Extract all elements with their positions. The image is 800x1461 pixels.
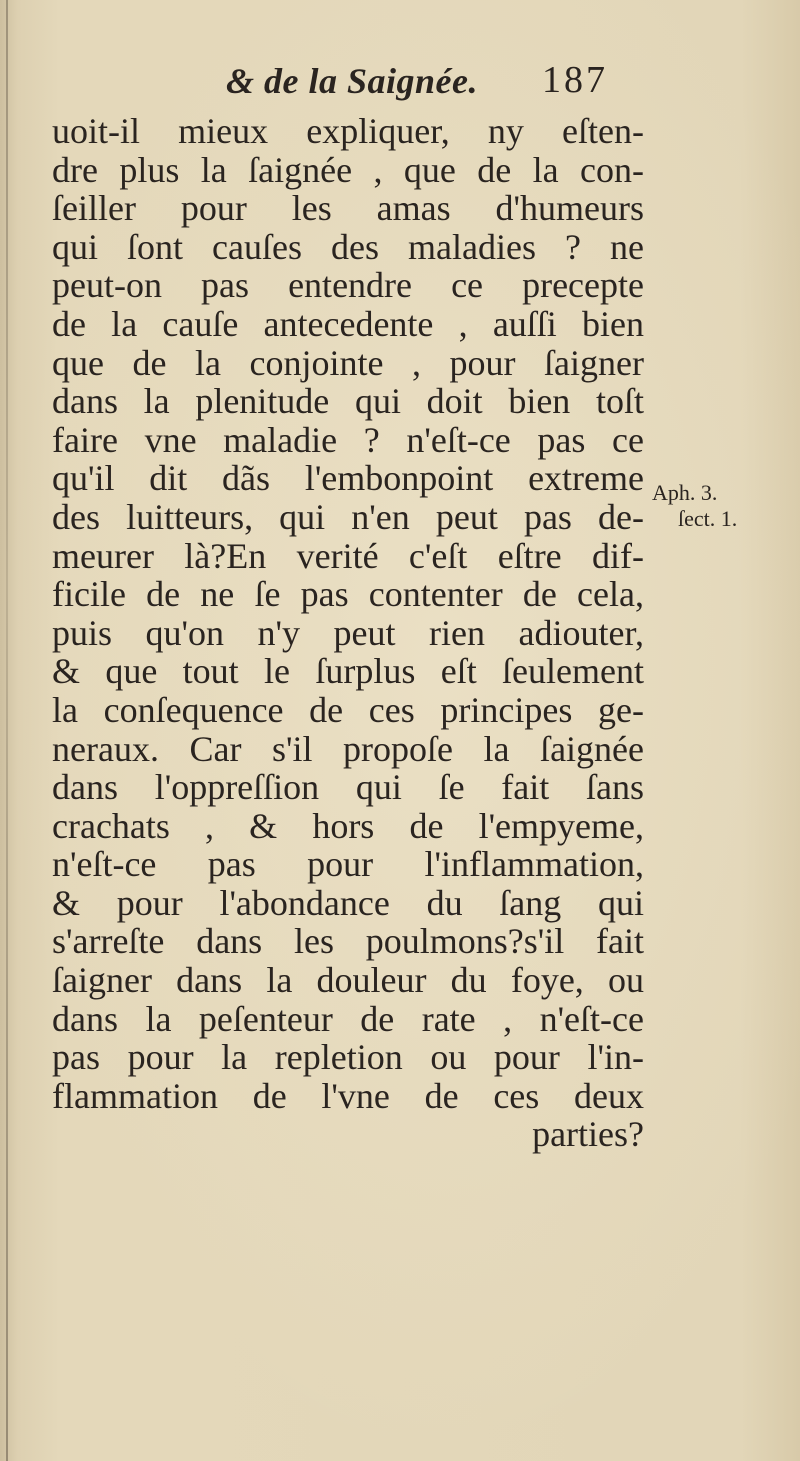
text-line: ſeiller pour les amas d'humeurs bbox=[52, 188, 644, 229]
text-line: meurer là?En verité c'eſt eſtre dif- bbox=[52, 535, 644, 576]
text-line: n'eſt-ce pas pour l'inflammation, bbox=[52, 844, 644, 885]
text-line: dans l'oppreſſion qui ſe fait ſans bbox=[52, 767, 644, 808]
text-line: ſaigner dans la douleur du foye, ou bbox=[52, 960, 644, 1001]
text-line: faire vne maladie ? n'eſt-ce pas ce bbox=[52, 419, 644, 460]
text-line: uoit-il mieux expliquer, ny eſten- bbox=[52, 111, 644, 151]
margin-note-line: ſect. 1. bbox=[678, 506, 738, 531]
running-title: & de la Saignée. bbox=[226, 61, 478, 101]
text-line: s'arreſte dans les poulmons?s'il fait bbox=[52, 921, 644, 962]
text-line: la conſequence de ces principes ge- bbox=[52, 689, 644, 730]
text-line: qui ſont cauſes des maladies ? ne bbox=[52, 226, 644, 267]
text-line: flammation de l'vne de ces deux bbox=[52, 1075, 644, 1116]
page-number: 187 bbox=[542, 59, 608, 101]
text-line: & pour l'abondance du ſang qui bbox=[52, 882, 644, 923]
text-line-catchword: parties? bbox=[532, 1114, 644, 1155]
body-text bbox=[52, 112, 644, 1154]
text-line: dre plus la ſaignée , que de la con- bbox=[52, 149, 644, 190]
text-line: dans la plenitude qui doit bien toſt bbox=[52, 381, 644, 422]
page-header bbox=[0, 54, 800, 104]
binding-gutter bbox=[6, 0, 8, 1461]
text-line: de la cauſe antecedente , auſſi bien bbox=[52, 303, 644, 344]
text-line: puis qu'on n'y peut rien adiouter, bbox=[52, 612, 644, 653]
text-line: des luitteurs, qui n'en peut pas de- bbox=[52, 496, 644, 537]
margin-note-line: Aph. 3. bbox=[652, 480, 718, 505]
text-line: pas pour la repletion ou pour l'in- bbox=[52, 1037, 644, 1078]
text-line: crachats , & hors de l'empyeme, bbox=[52, 805, 644, 846]
text-line: neraux. Car s'il propoſe la ſaignée bbox=[52, 728, 644, 769]
text-line: dans la peſenteur de rate , n'eſt-ce bbox=[52, 998, 644, 1039]
text-line: & que tout le ſurplus eſt ſeulement bbox=[52, 651, 644, 692]
text-line: qu'il dit dãs l'embonpoint extreme bbox=[52, 458, 644, 499]
text-line: que de la conjointe , pour ſaigner bbox=[52, 342, 644, 383]
text-line: peut-on pas entendre ce precepte bbox=[52, 265, 644, 306]
text-line: ficile de ne ſe pas contenter de cela, bbox=[52, 574, 644, 615]
margin-note bbox=[652, 480, 792, 532]
